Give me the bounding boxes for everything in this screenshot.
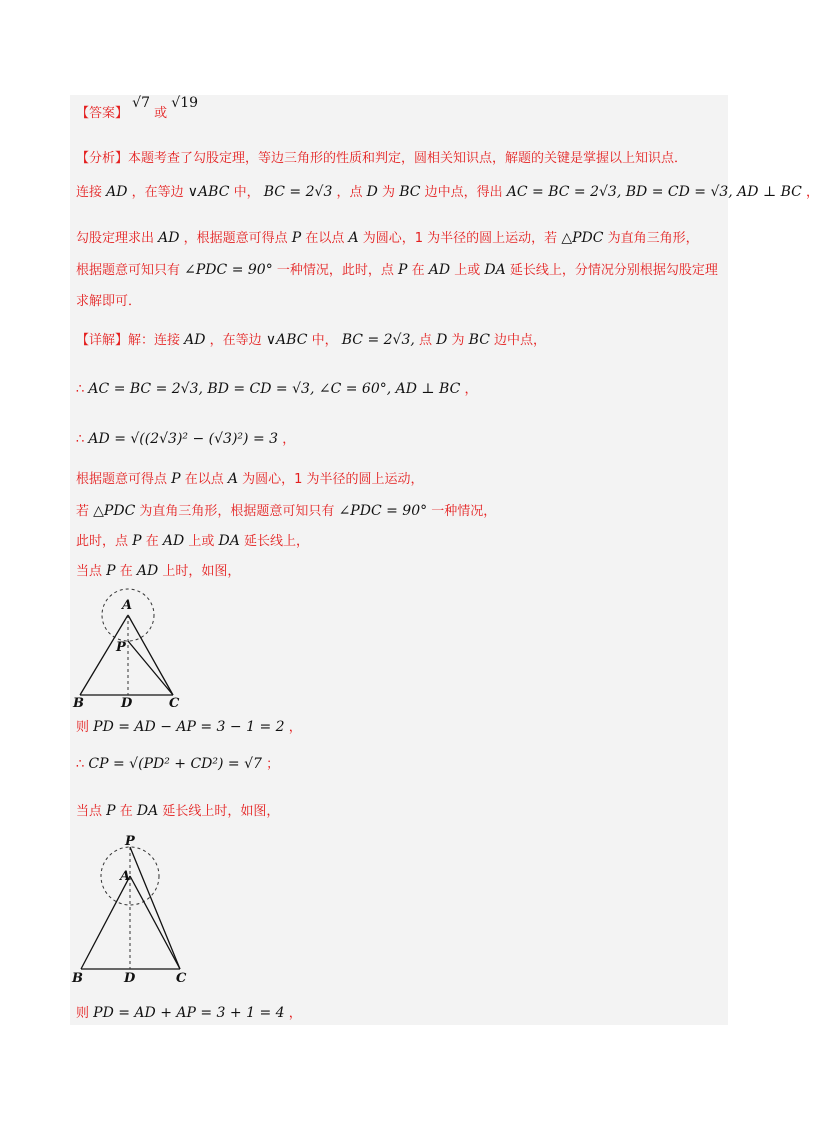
analysis-tag: 【分析】 bbox=[76, 151, 129, 166]
text: 为直角三角形，根据题意可知只有 bbox=[139, 504, 335, 519]
text: 为圆心，1 为半径的圆上运动，若 bbox=[362, 231, 558, 246]
text: 此时，点 bbox=[76, 534, 129, 549]
math: BC bbox=[399, 184, 421, 200]
analysis-line-2 bbox=[76, 183, 819, 202]
text: 延长线上时，如图， bbox=[162, 804, 280, 819]
therefore-symbol: ∴ bbox=[76, 432, 85, 447]
figure-1 bbox=[70, 584, 190, 710]
detail-line-8 bbox=[76, 718, 302, 737]
text: 在 bbox=[119, 804, 133, 819]
label-a: A bbox=[120, 869, 131, 884]
text: 当点 bbox=[76, 564, 103, 579]
detail-line-6 bbox=[76, 532, 309, 551]
detail-line-11 bbox=[76, 1004, 302, 1023]
math: DA bbox=[484, 262, 506, 278]
detail-line-1 bbox=[76, 331, 546, 350]
detail-line-2 bbox=[76, 380, 477, 399]
text: ，根据题意可得点 bbox=[183, 231, 288, 246]
label-p: P bbox=[116, 640, 126, 655]
text: 一种情况，此时，点 bbox=[276, 263, 394, 278]
label-d: D bbox=[124, 971, 136, 986]
text: ，点 bbox=[336, 185, 363, 200]
detail-line-9 bbox=[76, 755, 279, 774]
segment-ab bbox=[80, 615, 128, 695]
analysis-line-3 bbox=[76, 229, 699, 248]
text: 中， bbox=[233, 185, 260, 200]
text: 则 bbox=[76, 1006, 90, 1021]
math: AC = BC = 2√3, BD = CD = √3, AD ⊥ BC bbox=[506, 184, 802, 200]
detail-line-7 bbox=[76, 562, 240, 581]
math: AD bbox=[184, 332, 206, 348]
label-b: B bbox=[73, 696, 84, 711]
math: D bbox=[436, 332, 448, 348]
math: A bbox=[227, 471, 238, 487]
math: ∨ABC bbox=[187, 184, 230, 200]
text: ， bbox=[288, 1006, 302, 1021]
text: 延长线上，分情况分别根据勾股定理 bbox=[509, 263, 718, 278]
analysis-line-1 bbox=[76, 150, 687, 168]
text: 为 bbox=[382, 185, 396, 200]
math: P bbox=[291, 230, 302, 246]
text: 中， bbox=[311, 333, 338, 348]
math: DA bbox=[218, 533, 240, 549]
math: AD = √((2√3)² − (√3)²) = 3 bbox=[88, 431, 279, 447]
text: ， bbox=[282, 432, 296, 447]
text: 上或 bbox=[188, 534, 215, 549]
label-c: C bbox=[169, 696, 180, 711]
math: ∠PDC = 90° bbox=[184, 262, 273, 278]
label-d: D bbox=[121, 696, 133, 711]
detail-line-5 bbox=[76, 502, 496, 521]
text: 根据题意可知只有 bbox=[76, 263, 181, 278]
label-b: B bbox=[72, 971, 83, 986]
text: 解：连接 bbox=[128, 333, 181, 348]
math: AC = BC = 2√3, BD = CD = √3, ∠C = 60°, AD ⊥ BC bbox=[88, 381, 461, 397]
text: 一种情况， bbox=[431, 504, 497, 519]
detail-line-4 bbox=[76, 470, 424, 489]
math: PD = AD − AP = 3 − 1 = 2 bbox=[93, 719, 285, 735]
text: ； bbox=[266, 757, 280, 772]
text: 为 bbox=[451, 333, 465, 348]
math: CP = √(PD² + CD²) = √7 bbox=[88, 756, 262, 772]
answer-tag: 【答案】 bbox=[76, 106, 129, 121]
text: 在 bbox=[119, 564, 133, 579]
analysis-text-1: 本题考查了勾股定理，等边三角形的性质和判定，圆相关知识点，解题的关键是掌握以上知识点． bbox=[128, 151, 688, 166]
text: 上时，如图， bbox=[162, 564, 241, 579]
text: ，在等边 bbox=[209, 333, 262, 348]
answer-value-1: √7 bbox=[132, 95, 150, 111]
math: ∨ABC bbox=[265, 332, 308, 348]
math: BC = 2√3, bbox=[341, 332, 415, 348]
segment-ab bbox=[81, 876, 130, 969]
label-p: P bbox=[125, 834, 135, 849]
math: P bbox=[106, 563, 116, 579]
math: DA bbox=[136, 803, 159, 819]
text: 上或 bbox=[454, 263, 481, 278]
figure-2 bbox=[70, 832, 200, 992]
math: AD bbox=[136, 563, 159, 579]
math: BC bbox=[468, 332, 490, 348]
text: 延长线上， bbox=[244, 534, 310, 549]
segment-pc bbox=[130, 847, 180, 969]
text: 求解即可． bbox=[76, 294, 142, 309]
text: 为圆心，1 为半径的圆上运动， bbox=[242, 472, 424, 487]
math: PD = AD + AP = 3 + 1 = 4 bbox=[93, 1005, 285, 1021]
text: 连接 bbox=[76, 185, 103, 200]
text: 在以点 bbox=[305, 231, 345, 246]
math: P bbox=[398, 262, 408, 278]
math: ∠PDC = 90° bbox=[338, 503, 428, 519]
text: 在 bbox=[145, 534, 159, 549]
math: AD bbox=[158, 230, 180, 246]
text: ， bbox=[805, 185, 819, 200]
analysis-line-5 bbox=[76, 293, 141, 311]
math: AD bbox=[428, 262, 451, 278]
math: P bbox=[106, 803, 116, 819]
detail-tag: 【详解】 bbox=[76, 333, 129, 348]
answer-line bbox=[76, 95, 199, 123]
text: 勾股定理求出 bbox=[76, 231, 155, 246]
text: 边中点， bbox=[494, 333, 547, 348]
text: ， bbox=[288, 720, 302, 735]
math: D bbox=[366, 184, 378, 200]
label-a: A bbox=[122, 598, 133, 613]
therefore-symbol: ∴ bbox=[76, 757, 85, 772]
math: P bbox=[171, 471, 181, 487]
text: 边中点，得出 bbox=[424, 185, 503, 200]
label-c: C bbox=[176, 971, 187, 986]
text: 在以点 bbox=[184, 472, 224, 487]
analysis-line-4 bbox=[76, 261, 718, 280]
segment-pc bbox=[128, 641, 173, 695]
text: 则 bbox=[76, 720, 90, 735]
math: AD bbox=[162, 533, 185, 549]
answer-or: 或 bbox=[154, 106, 168, 121]
text: 当点 bbox=[76, 804, 103, 819]
therefore-symbol: ∴ bbox=[76, 382, 85, 397]
text: ，在等边 bbox=[131, 185, 184, 200]
math: △PDC bbox=[561, 230, 604, 246]
text: 点 bbox=[418, 333, 432, 348]
text: 根据题意可得点 bbox=[76, 472, 168, 487]
text: 若 bbox=[76, 504, 90, 519]
math: △PDC bbox=[93, 503, 136, 519]
math: A bbox=[348, 230, 359, 246]
answer-value-2: √19 bbox=[171, 95, 199, 111]
text: 在 bbox=[411, 263, 425, 278]
text: ， bbox=[464, 382, 478, 397]
math: P bbox=[132, 533, 142, 549]
detail-line-3 bbox=[76, 430, 295, 449]
text: 为直角三角形， bbox=[607, 231, 699, 246]
math: BC = 2√3 bbox=[263, 184, 333, 200]
math: AD bbox=[106, 184, 128, 200]
detail-line-10 bbox=[76, 802, 279, 821]
